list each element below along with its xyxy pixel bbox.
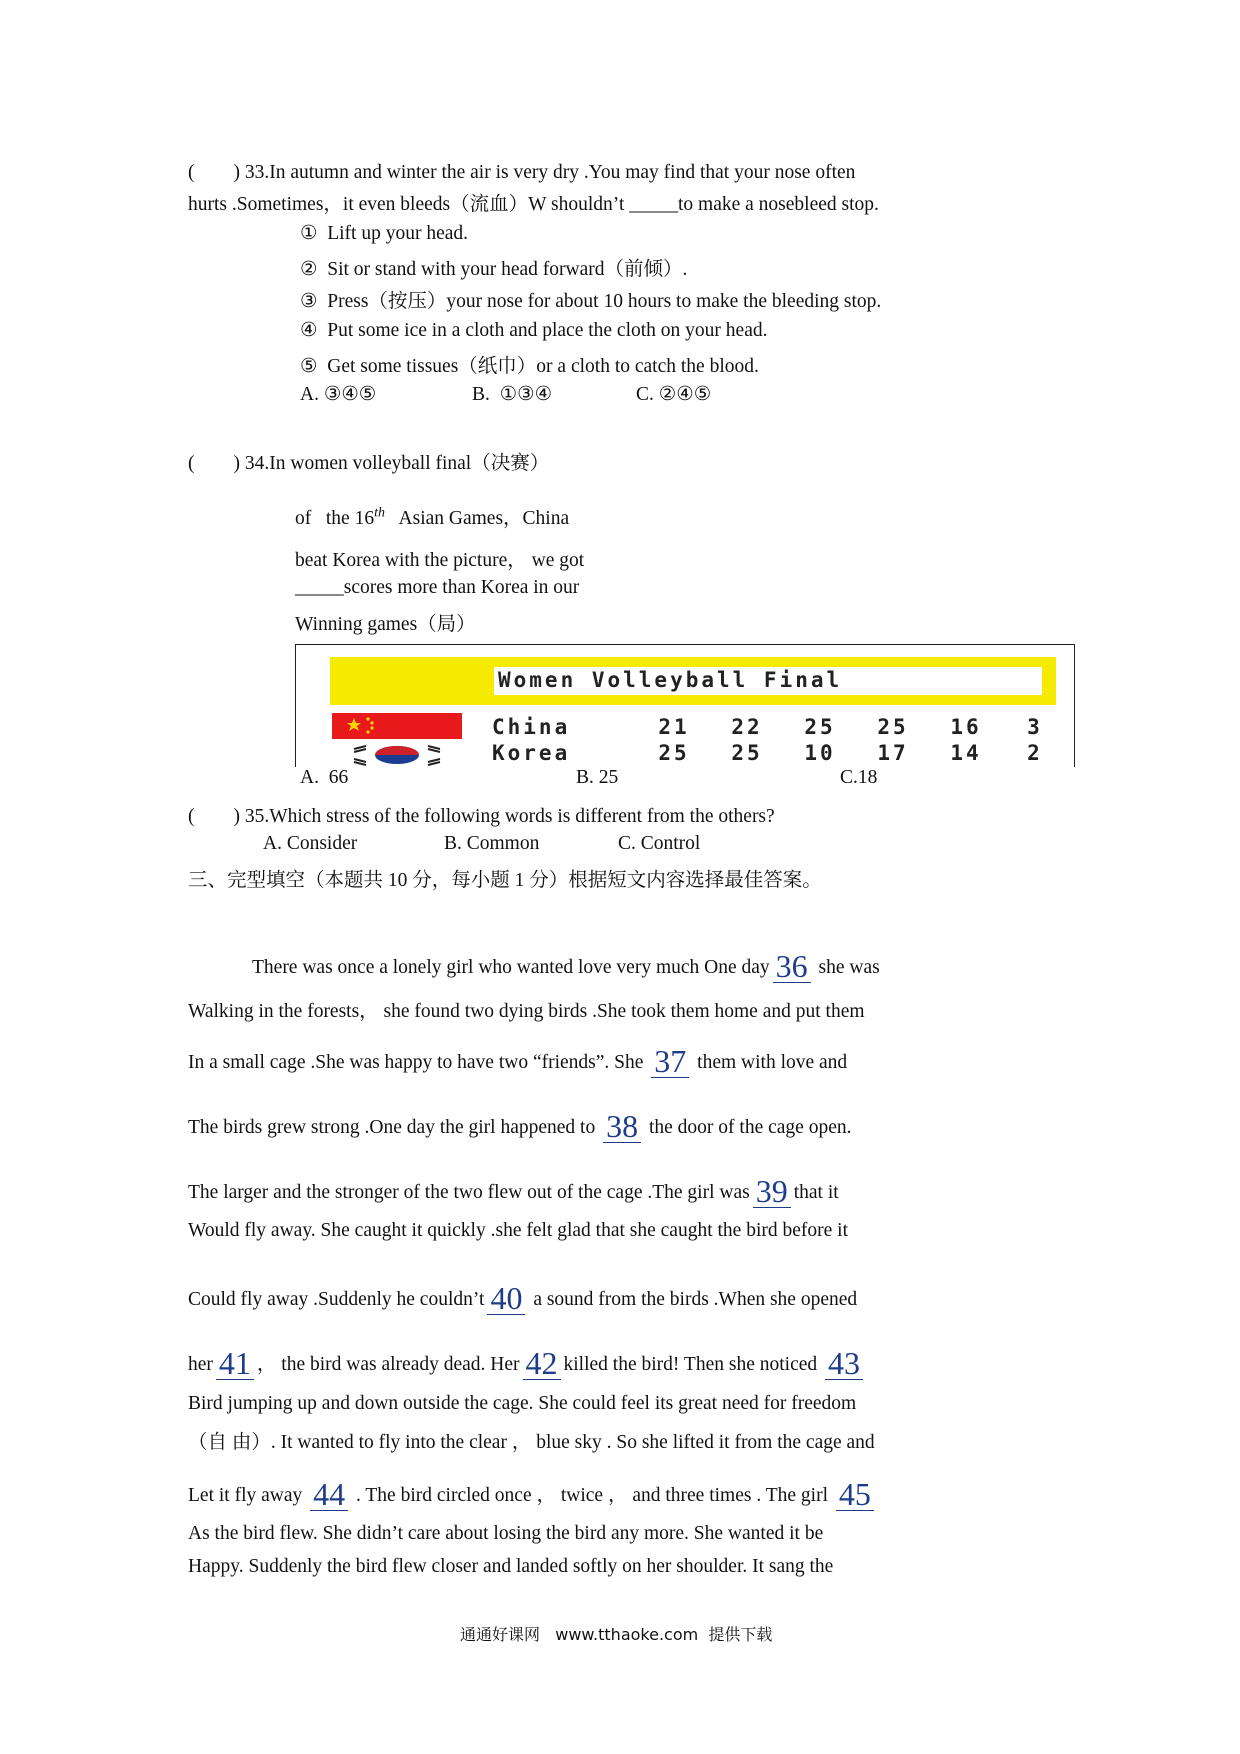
q33-option-1: ① Lift up your head. [300,223,469,244]
team-name-1: Korea [492,741,571,765]
score-cell: 25 [804,715,836,739]
q34-stem-line4: _____scores more than Korea in our [295,577,580,598]
passage-text: killed the bird! Then she noticed [563,1354,818,1375]
q35-answer-a: A. Consider [263,833,358,854]
score-cell: 25 [658,741,690,765]
passage-text: There was once a lonely girl who wanted love very much One day [252,957,770,978]
blank-38: 38 [603,1110,641,1143]
passage-text: The birds grew strong .One day the girl happened to [188,1117,596,1138]
q33-option-3: ③ Press（按压）your nose for about 10 hours to make the bleeding stop. [300,291,882,312]
q34-stem-line5: Winning games（局） [295,614,476,635]
team-name-0: China [492,715,571,739]
score-cell: 25 [731,741,763,765]
blank-44: 44 [310,1478,348,1511]
q34-line2-sup: th [374,505,385,521]
passage-line-10: （自 由）. It wanted to fly into the clear ， blue sky . So she lifted it from the cage and [188,1432,875,1453]
score-cell: 17 [877,741,909,765]
passage-line-7 [188,1282,857,1315]
blank-39: 39 [753,1175,791,1208]
volleyball-score-table [295,644,1075,767]
passage-text: a sound from the birds .When she opened [533,1289,858,1310]
blank-40: 40 [487,1282,525,1315]
korea-flag-icon [332,742,462,767]
passage-line-11 [188,1478,877,1511]
q35-stem: ( ) 35.Which stress of the following words is different from the others? [188,806,775,827]
page-footer: 通通好课网 www.tthaoke.com 提供下载 [460,1625,773,1644]
passage-text: that it [793,1182,839,1203]
passage-line-13: Happy. Suddenly the bird flew closer and landed softly on her shoulder. It sang the [188,1556,834,1577]
score-cell: 10 [804,741,836,765]
passage-text: her [188,1354,213,1375]
q35-answer-c: C. Control [618,833,701,854]
score-cell: 21 [658,715,690,739]
blank-36: 36 [773,950,811,983]
passage-line-9: Bird jumping up and down outside the cage. She could feel its great need for freedom [188,1393,857,1414]
passage-text: In a small cage .She was happy to have two “friends”. She [188,1052,644,1073]
passage-text: ， the bird was already dead. Her [256,1354,520,1375]
score-cell: 22 [731,715,763,739]
table-title: Women Volleyball Final [498,668,843,692]
china-flag-icon [332,713,462,739]
q34-line2-post: Asian Games，China [384,508,570,529]
blank-41: 41 [216,1347,254,1380]
passage-text: them with love and [697,1052,848,1073]
passage-text: she was [818,957,880,978]
passage-line-8 [188,1347,866,1380]
blank-37: 37 [651,1045,689,1078]
q35-answer-b: B. Common [444,833,540,854]
q34-line2-pre: of the 16 [295,508,375,529]
passage-line-1 [252,950,880,983]
q34-answer-a: A. 66 [300,767,349,788]
q34-stem-line2 [295,502,569,530]
q33-stem-line1: ( ) 33.In autumn and winter the air is very dry .You may find that your nose often [188,162,856,183]
passage-line-4 [188,1110,852,1143]
passage-line-2: Walking in the forests， she found two dying birds .She took them home and put them [188,1001,865,1022]
passage-text: The larger and the stronger of the two flew out of the cage .The girl was [188,1182,750,1203]
q33-option-5: ⑤ Get some tissues（纸巾）or a cloth to catch the blood. [300,356,759,377]
q34-stem-line3: beat Korea with the picture， we got [295,550,585,571]
q33-stem-line2: hurts .Sometimes，it even bleeds（流血）W shouldn’t _____to make a nosebleed stop. [188,194,879,215]
passage-text: . The bird circled once ， twice ， and three times . The girl [356,1485,828,1506]
q34-answer-c: C.18 [840,767,878,788]
passage-text: Could fly away .Suddenly he couldn’t [188,1289,485,1310]
q33-answer-c: C. ②④⑤ [636,384,712,405]
q34-answer-b: B. 25 [576,767,619,788]
score-cell: 2 [1027,741,1043,765]
q34-stem-line1: ( ) 34.In women volleyball final（决赛） [188,453,550,474]
q33-option-4: ④ Put some ice in a cloth and place the cloth on your head. [300,320,768,341]
q33-option-2: ② Sit or stand with your head forward（前倾）. [300,259,688,280]
score-cell: 3 [1027,715,1043,739]
score-cell: 16 [950,715,982,739]
section3-heading: 三、完型填空（本题共 10 分，每小题 1 分）根据短文内容选择最佳答案。 [188,870,822,891]
passage-line-5 [188,1175,839,1208]
passage-text: Let it fly away [188,1485,303,1506]
q33-answer-b: B. ①③④ [472,384,553,405]
passage-line-12: As the bird flew. She didn’t care about losing the bird any more. She wanted it be [188,1523,824,1544]
score-cell: 25 [877,715,909,739]
score-cell: 14 [950,741,982,765]
passage-line-3 [188,1045,847,1078]
passage-line-6: Would fly away. She caught it quickly .she felt glad that she caught the bird before it [188,1220,848,1241]
blank-45: 45 [836,1478,874,1511]
blank-43: 43 [825,1347,863,1380]
passage-text: the door of the cage open. [648,1117,852,1138]
q33-answer-a: A. ③④⑤ [300,384,377,405]
blank-42: 42 [523,1347,561,1380]
